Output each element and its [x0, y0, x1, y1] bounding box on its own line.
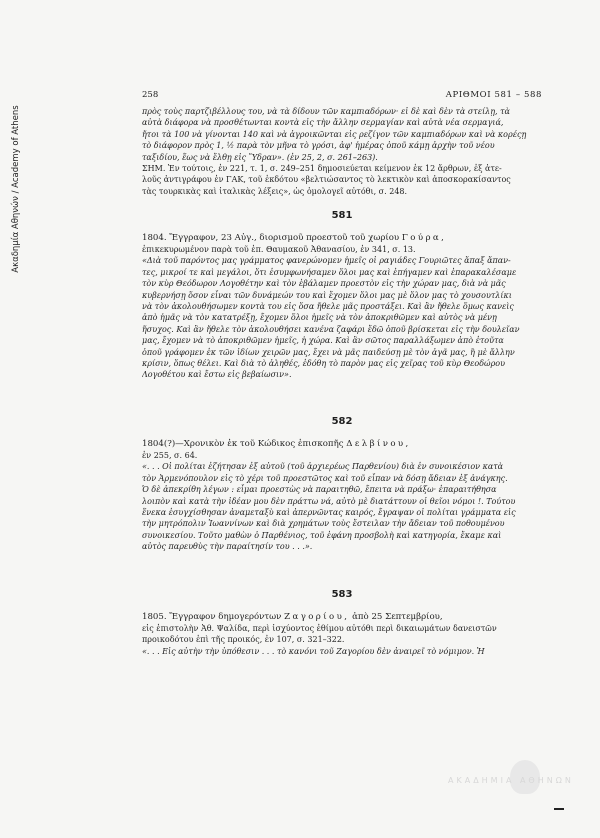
entry-number: 582	[331, 416, 353, 427]
quote-line: κυβερνήσῃ ὅσον εἶναι τῶν δυνάμεών του καὶ ἔχομεν ὅλοι μας μὲ ὅλον μας τὸ χουσουτλίκι	[142, 290, 512, 300]
quote-line: Ὁ δὲ ἀπεκρίθη λέγων : εἶμαι προεστὼς νὰ παραιτηθῶ, ἔπειτα νὰ πράξω· ἐπαραιτήθησα	[142, 485, 497, 495]
quote-line: ἕνεκα ἐσυγχίσθησαν ἀναμεταξὺ καὶ ἀπερνῶντας καιρός, ἔγραψαν οἱ πολίται γράμματα εἰς	[142, 508, 516, 518]
quote-line: «. . . Οἱ πολίται ἐζήτησαν ἐξ αὐτοῦ (τοῦ ἀρχιερέως Παρθενίου) διὰ ἐν συνοικέσιον κατὰ	[142, 462, 504, 472]
header-title: ΑΡΙΘΜΟΙ 581 – 588	[445, 90, 542, 100]
heading-date: ἀπὸ 25 Σεπτεμβρίου,	[352, 612, 443, 622]
quote-line: ὁποῦ γράφομεν ἐκ τῶν ἰδίων χειρῶν μας, ἔχει νὰ μᾶς παιδεύσῃ μὲ τὸν ἀγᾶ μας, ἢ μὲ ἄλλην	[142, 347, 515, 357]
quote-line: λοιπὸν καὶ κατὰ τὴν ἰδέαν μου δὲν πράττω νά, αὐτὸ μὲ διατάττουν οἱ θεῖοι νόμοι !. Τούτου	[142, 496, 516, 506]
text-line: τὸ διάφορον πρὸς 1, ½ παρὰ τὸν μῆνα τὸ γρόσι, ἀφ' ἡμέρας ὁποῦ κάμῃ ἀρχὴν τοῦ νέου	[142, 141, 495, 151]
heading-continuation: εἰς ἐπιστολὴν Ἀθ. Ψαλίδα, περὶ ἰσχύοντος ἐθίμου αὐτόθι περὶ δικαιωμάτων δανειστῶν	[142, 624, 497, 633]
text-line: ταξιδίου, ἕως νὰ ἔλθῃ εἰς Ὕδραν». (ἐν 25, 2, σ. 261–263).	[142, 152, 378, 162]
entry-number: 583	[331, 589, 353, 600]
quote-line: νὰ τὸν ἀκολουθήσωμεν κοντὰ του εἰς ὅσα ἤθελε μᾶς προστάξει. Καὶ ἂν ἤθελε ὅμως κανεὶς	[142, 302, 514, 312]
quote-line: μας, ἔχομεν νὰ τὸ ἀποκριθῶμεν ἡμεῖς, ἡ χώρα. Καὶ ἂν σῶτος παραλλάξωμεν ἀπὸ ἐτοῦτα	[142, 336, 504, 346]
heading-continuation: ἐν 255, σ. 64.	[142, 451, 198, 460]
intro-text	[142, 106, 542, 197]
page-number: 258	[142, 90, 159, 100]
quote-line: τὴν μητρόπολιν Ἰωαννίνων καὶ διὰ χρημάτων τοὺς ἔστειλαν τὴν ἄδειαν τοῦ ποθουμένου	[142, 519, 505, 529]
heading-continuation: ἐπικεκυρωμένον παρὰ τοῦ ἐπ. Θαυμακοῦ Ἀθανασίου, ἐν 341, σ. 13.	[142, 245, 416, 254]
heading-text: 1804(?)—Χρονικὸν ἐκ τοῦ Κώδικος ἐπισκοπῆς	[142, 439, 344, 449]
entry-heading	[142, 611, 542, 623]
entry-582	[142, 438, 542, 553]
heading-text: 1805. Ἔγγραφον δημογερόντων	[142, 612, 282, 622]
note-line: λοῦς ἀντιγράφου ἐν ΓΑΚ, τοῦ ἐκδότου «βελτιώσαντος τὸ λεκτικὸν καὶ ἀποσκορακίσαντος	[142, 175, 511, 185]
quote-line: ἀπὸ ἡμᾶς νὰ τὸν κατατρέξῃ, ἔχομεν ὅλοι ἡμεῖς νὰ τὸν ἀποκριθῶμεν καὶ αὐτὸς νὰ μένῃ	[142, 313, 497, 323]
entry-number: 581	[331, 210, 353, 221]
text-line: πρὸς τοὺς παρτζιβέλλους του, νὰ τὰ δίδουν τῶν καμπιαδόρων· εἰ δὲ καὶ δὲν τὰ στείλῃ, τὰ	[142, 107, 510, 116]
heading-continuation: προικοδότου ἐπὶ τῆς προικός, ἐν 107, σ. 321–322.	[142, 635, 345, 645]
academy-watermark	[418, 756, 598, 800]
quote-line: «. . . Εἰς αὐτὴν τὴν ὑπόθεσιν . . . τὸ κανόνι τοῦ Ζαγορίου δὲν ἀναιρεῖ τὸ νόμιμον. Ἡ	[142, 646, 485, 656]
quote-line: Λογοθέτου καὶ ἔστω εἰς βεβαίωσιν».	[142, 370, 292, 380]
quote-line: κρίσιν, ὅπως θέλει. Καὶ διὰ τὸ ἀληθές, ἐδόθη τὸ παρὸν μας εἰς χεῖρας τοῦ κὺρ Θεοδώρου	[142, 359, 505, 369]
archive-side-stamp	[8, 44, 24, 334]
quote-line: αὐτὸς παρευθὺς τὴν παραίτησίν του . . .».	[142, 542, 313, 552]
text-line: ἤτοι τὰ 100 νὰ γίνονται 140 καὶ νὰ ἀγροικῶνται εἰς ρεζίγον τῶν καμπιαδόρων καὶ νὰ κορέςῃ	[142, 129, 527, 139]
quote-line: ἥσυχος. Καὶ ἂν ἤθελε τὸν ἀκολουθήσει κανένα ζαφάρι ἔδῶ ὁποῦ βρίσκεται εἰς τὴν δουλεῖαν	[142, 324, 520, 334]
note-line: ΣΗΜ. Ἐν τούτοις, ἐν 221, τ. 1, σ. 249–251 δημοσιεύεται κείμενον ἐκ 12 ἄρθρων, ἐξ ἀτε-	[142, 164, 502, 174]
entry-heading	[142, 438, 542, 450]
watermark-text: ΑΚΑΔΗΜΙΑ ΑΘΗΝΩΝ	[448, 776, 574, 785]
quote-line: τὸν Ἀρμενόπουλον εἰς τὸ χέρι τοῦ προεστῶτος καὶ τοῦ εἶπαν νὰ δόσῃ ἄδειαν ἐξ ἀνάγκης.	[142, 473, 508, 483]
side-stamp-text: Ακαδημία Αθηνών / Academy of Athens	[11, 105, 21, 273]
text-line: αὐτὰ διάφορα νὰ προσθέτωνται κοντὰ εἰς τὴν ἄλλην σερμαγίαν καὶ αὐτὰ νέα σερμαγιά,	[142, 118, 504, 128]
note-line: τὰς τουρκικὰς καὶ ἰταλικὰς λέξεις», ὡς ὁμολογεῖ αὐτόθι, σ. 248.	[142, 186, 408, 196]
quote-line: τες, μικροί τε καὶ μεγάλοι, ὅτι ἐσυμφωνήσαμεν ὅλοι μας καὶ ἐπήγαμεν καὶ ἐπαρακαλέσαμε	[142, 267, 517, 277]
margin-dash	[554, 808, 564, 810]
quote-line: «Διὰ τοῦ παρόντος μας γράμματος φανερώνομεν ἡμεῖς οἱ ραγιάδες Γουριῶτες ἅπαξ ἅπαν-	[142, 256, 511, 266]
place-name: Γούρα,	[401, 233, 447, 243]
quote-line: συνοικεσίου. Τοῦτο μαθὼν ὁ Παρθένιος, τοῦ ἐφάνη προσβολὴ καὶ κατηγορία, ἔκαμε καὶ	[142, 530, 502, 540]
running-header	[142, 90, 542, 104]
place-name: Ζαγορίου,	[284, 612, 350, 622]
heading-text: 1804. Ἔγγραφον, 23 Αὐγ., διορισμοῦ προεστοῦ τοῦ χωρίου	[142, 233, 400, 243]
entry-583	[142, 611, 542, 657]
entry-heading	[142, 232, 542, 244]
place-name: Δελβίνου,	[346, 439, 411, 449]
quote-line: τὸν κὺρ Θεόδωρον Λογοθέτην καὶ τὸν ἐβάλαμεν προεστὸν εἰς τὴν χώραν μας, διὰ νὰ μᾶς	[142, 279, 506, 289]
entry-581	[142, 232, 542, 381]
